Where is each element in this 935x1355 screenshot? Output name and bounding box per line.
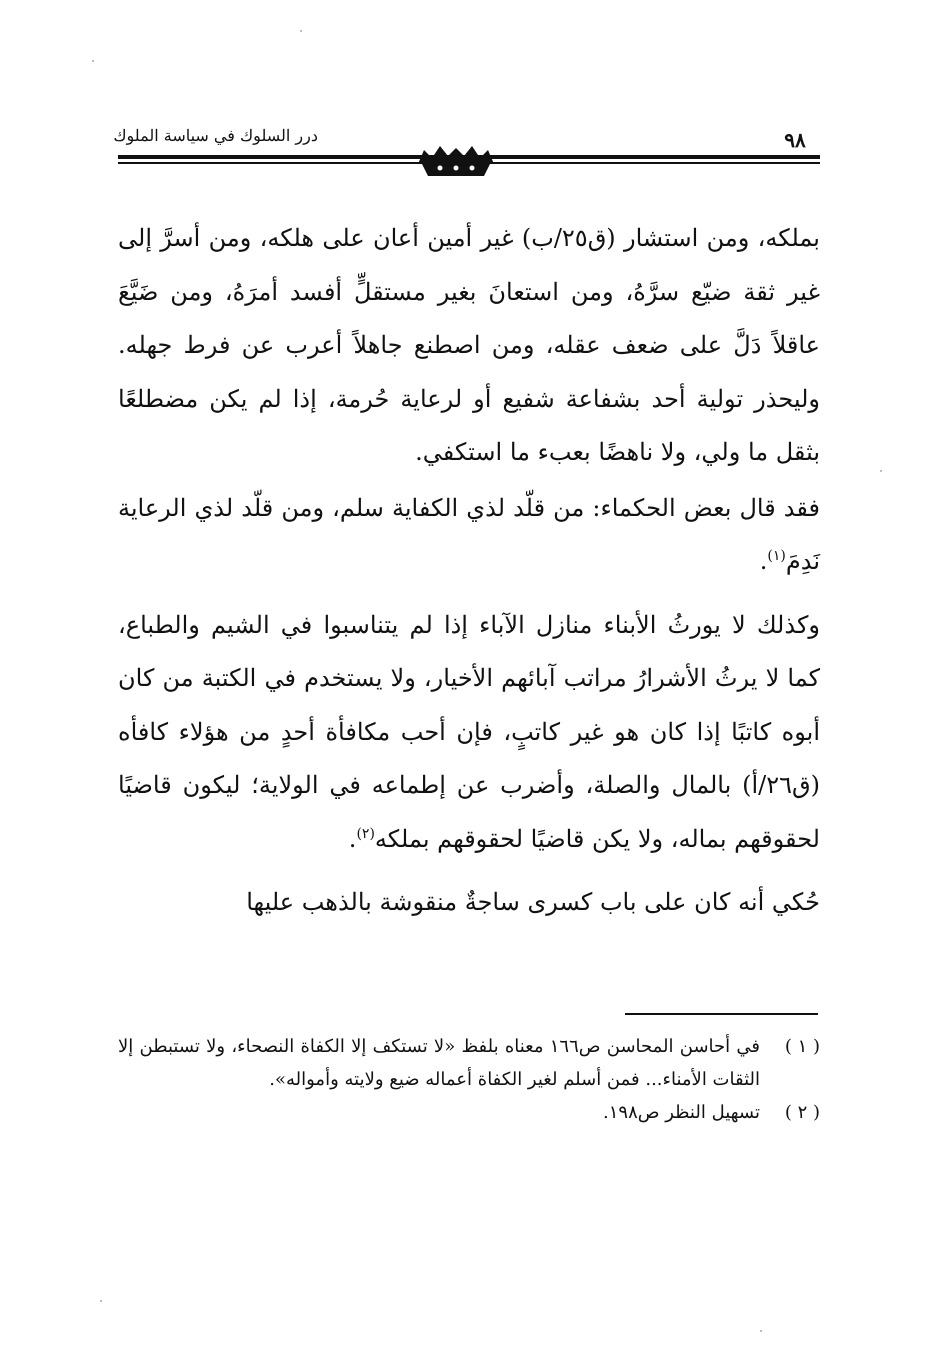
paragraph-3-end: .: [348, 824, 357, 853]
scan-speck: [300, 30, 302, 32]
crown-ornament-icon: [418, 146, 494, 176]
paragraph-1: بملكه، ومن استشار (ق٢٥/ب) غير أمين أعان على هلكه، ومن أسرَّ إلى غير ثقة ضيّع سرَّهُ، ومن استعانَ بغير مستقلٍّ أفسد أمرَهُ، ومن ضَيَّعَ عاقلاً دَلَّ على ضعف عقله، ومن اصطنع جاهلاً أعرب عن فرط جهله. وليحذر تولية أحد بشفاعة شفيع أو لرعاية حُرمة، إذا لم يكن مضطلعًا بثقل ما ولي، ولا ناهضًا بعبء ما استكفي.: [118, 224, 820, 466]
footnote-text: في أحاسن المحاسن ص١٦٦ معناه بلفظ «لا تستكف إلا الكفاة النصحاء، ولا تستبطن إلا الثقات الأمناء... فمن أسلم لغير الكفاة أعماله ضيع ولايته وأمواله».: [118, 1036, 761, 1090]
footnote-1: [118, 1030, 820, 1096]
paragraph-2-end: .: [759, 547, 768, 575]
scan-speck: [760, 1330, 762, 1332]
footnote-2: [118, 1096, 820, 1129]
footnotes: [118, 1030, 820, 1129]
paragraph-4: حُكي أنه كان على باب كسرى ساجةٌ منقوشة بالذهب عليها: [246, 888, 820, 916]
paragraph-2: [118, 482, 820, 589]
page-number: ٩٨: [784, 128, 806, 152]
footnote-ref-1: (١): [767, 548, 786, 564]
header-ornament-rule: [118, 146, 820, 188]
footnote-ref-2: (٢): [356, 825, 375, 842]
scan-speck: [880, 470, 882, 472]
scan-speck: [92, 60, 94, 62]
main-text: [118, 212, 820, 930]
scan-speck: [100, 1300, 102, 1302]
footnote-text: تسهيل النظر ص١٩٨.: [603, 1102, 760, 1123]
running-header-title: درر السلوك في سياسة الملوك: [113, 126, 318, 145]
footnote-number: ( ٢ ): [784, 1102, 820, 1123]
footnote-number: ( ١ ): [784, 1036, 820, 1057]
footnote-separator: [625, 1013, 818, 1015]
paragraph-3: [118, 599, 820, 867]
paragraph-2-text: فقد قال بعض الحكماء: من قلّد لذي الكفاية سلم، ومن قلّد لذي الرعاية نَدِمَ: [118, 493, 820, 575]
paragraph-3-text: وكذلك لا يورثُ الأبناء منازل الآباء إذا لم يتناسبوا في الشيم والطباع، كما لا يرثُ الأشرارُ مراتب آبائهم الأخيار، ولا يستخدم في الكتبة من كان أبوه كاتبًا إذا كان هو غير كاتبٍ، فإن أحب مكافأة أحدٍ من هؤلاء كافأه (ق٢٦/أ) بالمال والصلة، وأضرب عن إطماعه في الولاية؛ ليكون قاضيًا لحقوقهم بماله، ولا يكن قاضيًا لحقوقهم بملكه: [118, 610, 820, 853]
